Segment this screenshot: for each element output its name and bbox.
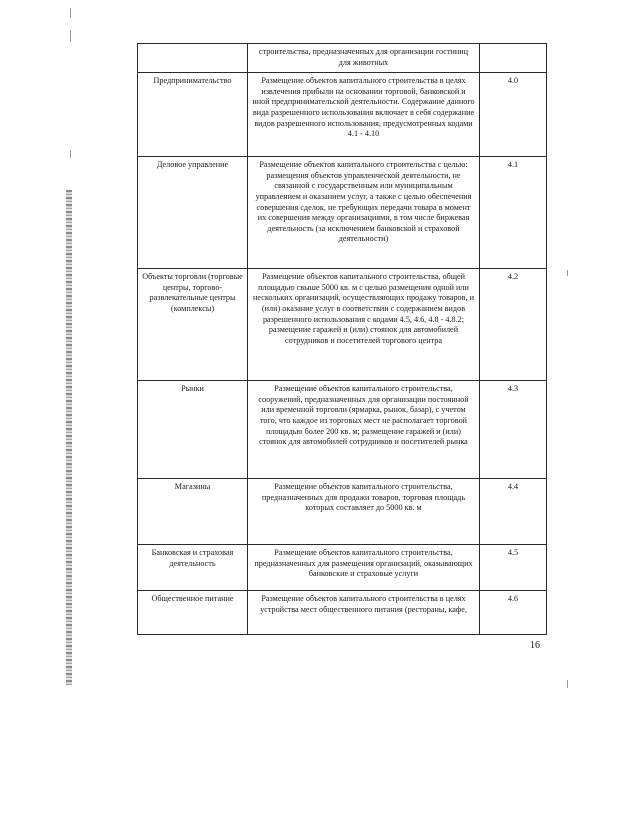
use-code-cell: 4.1 <box>480 157 547 269</box>
use-name-cell: Банковская и страховая деятельность <box>138 545 248 591</box>
table-row <box>138 269 547 381</box>
use-description-cell: Размещение объектов капитального строительства, предназначенных для размещения организаций, оказывающих банковские и страховые услуги <box>248 545 480 591</box>
page-number: 16 <box>530 640 540 651</box>
use-name-cell: Деловое управление <box>138 157 248 269</box>
scan-mark <box>567 680 568 688</box>
use-description-cell: строительства, предназначенных для организации гостиниц для животных <box>248 44 480 73</box>
use-name-cell: Предпринимательство <box>138 73 248 157</box>
table-row <box>138 157 547 269</box>
table-row <box>138 591 547 635</box>
scan-mark <box>70 30 71 42</box>
use-description-cell: Размещение объектов капитального строительства в целях извлечения прибыли на основании торговой, банковской и иной предпринимательской деятельности. Содержание данного вида разрешенного использования включает в себя содержание видов разрешенного использования, предусмотренных кодами 4.1 - 4.10 <box>248 73 480 157</box>
table-row <box>138 545 547 591</box>
scan-mark <box>70 150 71 158</box>
use-description-cell: Размещение объектов капитального строительства, общей площадью свыше 5000 кв. м с целью размещения одной или нескольких организаций, осуществляющих продажу товаров, и (или) оказание услуг в соответствии с содержанием видов разрешенного использования с кодами 4.5, 4.6, 4.8 - 4.8.2; размещение гаражей и (или) стоянок для автомобилей сотрудников и посетителей торгового центра <box>248 269 480 381</box>
use-code-cell: 4.2 <box>480 269 547 381</box>
table-row <box>138 73 547 157</box>
use-name-cell: Объекты торговли (торговые центры, торгово-развлекательные центры (комплексы) <box>138 269 248 381</box>
use-code-cell: 4.3 <box>480 381 547 479</box>
use-description-cell: Размещение объектов капитального строительства с целью: размещения объектов управленческой деятельности, не связанной с государственным или муниципальным управлением и оказанием услуг, а также с целью обеспечения совершения сделок, не требующих передачи товара в момент их совершения между организациями, в том числе биржевая деятельность (за исключением банковской и страховой деятельности) <box>248 157 480 269</box>
use-name-cell: Рынки <box>138 381 248 479</box>
use-code-cell: 4.6 <box>480 591 547 635</box>
use-name-cell: Магазины <box>138 479 248 545</box>
use-description-cell: Размещение объектов капитального строительства в целях устройства мест общественного питания (рестораны, кафе, <box>248 591 480 635</box>
use-name-cell: Общественное питание <box>138 591 248 635</box>
use-description-cell: Размещение объектов капитального строительства, сооружений, предназначенных для организации постоянной или временной торговли (ярмарка, рынок, базар), с учетом того, что каждое из торговых мест не располагает торговой площадью более 200 кв. м; размещение гаражей и (или) стоянок для автомобилей сотрудников и посетителей рынка <box>248 381 480 479</box>
land-use-table <box>137 43 547 635</box>
use-name-cell <box>138 44 248 73</box>
use-code-cell: 4.0 <box>480 73 547 157</box>
use-code-cell: 4.5 <box>480 545 547 591</box>
table-row <box>138 381 547 479</box>
scan-edge-artifact <box>66 190 72 685</box>
scan-mark <box>70 8 71 18</box>
scan-mark <box>567 270 568 276</box>
use-code-cell: 4.4 <box>480 479 547 545</box>
use-description-cell: Размещение объектов капитального строительства, предназначенных для продажи товаров, торговая площадь которых составляет до 5000 кв. м <box>248 479 480 545</box>
use-code-cell <box>480 44 547 73</box>
table-row <box>138 44 547 73</box>
table-row <box>138 479 547 545</box>
